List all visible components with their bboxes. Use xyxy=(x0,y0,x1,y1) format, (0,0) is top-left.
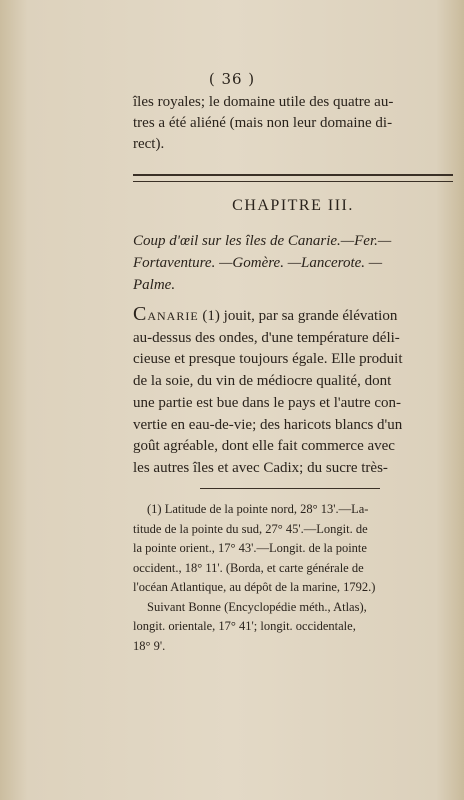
continuation-text xyxy=(133,92,453,155)
text-line: au-dessus des ondes, d'une température déli- xyxy=(133,329,400,346)
subtitle-line: Coup d'œil sur les îles de Canarie.—Fer.— xyxy=(133,233,392,249)
text-line: îles royales; le domaine utile des quatre au- xyxy=(133,94,394,110)
text-line: tres a été aliéné (mais non leur domaine di- xyxy=(133,115,393,131)
chapter-subtitle xyxy=(133,230,453,296)
footnote-line: l'océan Atlantique, au dépôt de la marine, 1792.) xyxy=(133,580,376,594)
body-paragraph xyxy=(133,304,453,480)
text-line: les autres îles et avec Cadix; du sucre très- xyxy=(133,459,388,476)
small-caps-word: ANARIE xyxy=(147,309,199,323)
text-line: une partie est bue dans le pays et l'autre con- xyxy=(133,394,402,411)
text-line: cieuse et presque toujours égale. Elle produit xyxy=(133,351,403,368)
footnote-line: occident., 18° 11'. (Borda, et carte générale de xyxy=(133,560,364,575)
footnote-line: 18° 9'. xyxy=(133,638,166,653)
footnote-line: la pointe orient., 17° 43'.—Longit. de la pointe xyxy=(133,541,367,555)
double-rule-divider xyxy=(133,174,453,182)
subtitle-line: Fortaventure. —Gomère. —Lancerote. — xyxy=(133,255,383,271)
first-line-text: (1) jouit, par sa grande élévation xyxy=(198,308,398,324)
paragraph-first-line xyxy=(133,304,453,328)
text-line: vertie en eau-de-vie; des haricots blancs d'un xyxy=(133,416,403,433)
footnote-line: (1) Latitude de la pointe nord, 28° 13'.—La- xyxy=(147,502,369,516)
text-line: goût agréable, dont elle fait commerce avec xyxy=(133,438,395,455)
footnote-line: titude de la pointe du sud, 27° 45'.—Longit. de xyxy=(133,521,368,536)
page-number: ( 36 ) xyxy=(208,70,256,88)
subtitle-line: Palme. xyxy=(133,277,176,293)
text-line: de la soie, du vin de médiocre qualité, dont xyxy=(133,373,392,390)
chapter-title: CHAPITRE III. xyxy=(232,197,354,214)
footnote-separator xyxy=(200,488,380,489)
footnote-line: longit. orientale, 17° 41'; longit. occidentale, xyxy=(133,619,356,633)
text-line: rect). xyxy=(133,136,165,152)
footnotes xyxy=(133,500,453,656)
drop-cap: C xyxy=(133,303,148,325)
footnote-line: Suivant Bonne (Encyclopédie méth., Atlas), xyxy=(147,599,367,614)
